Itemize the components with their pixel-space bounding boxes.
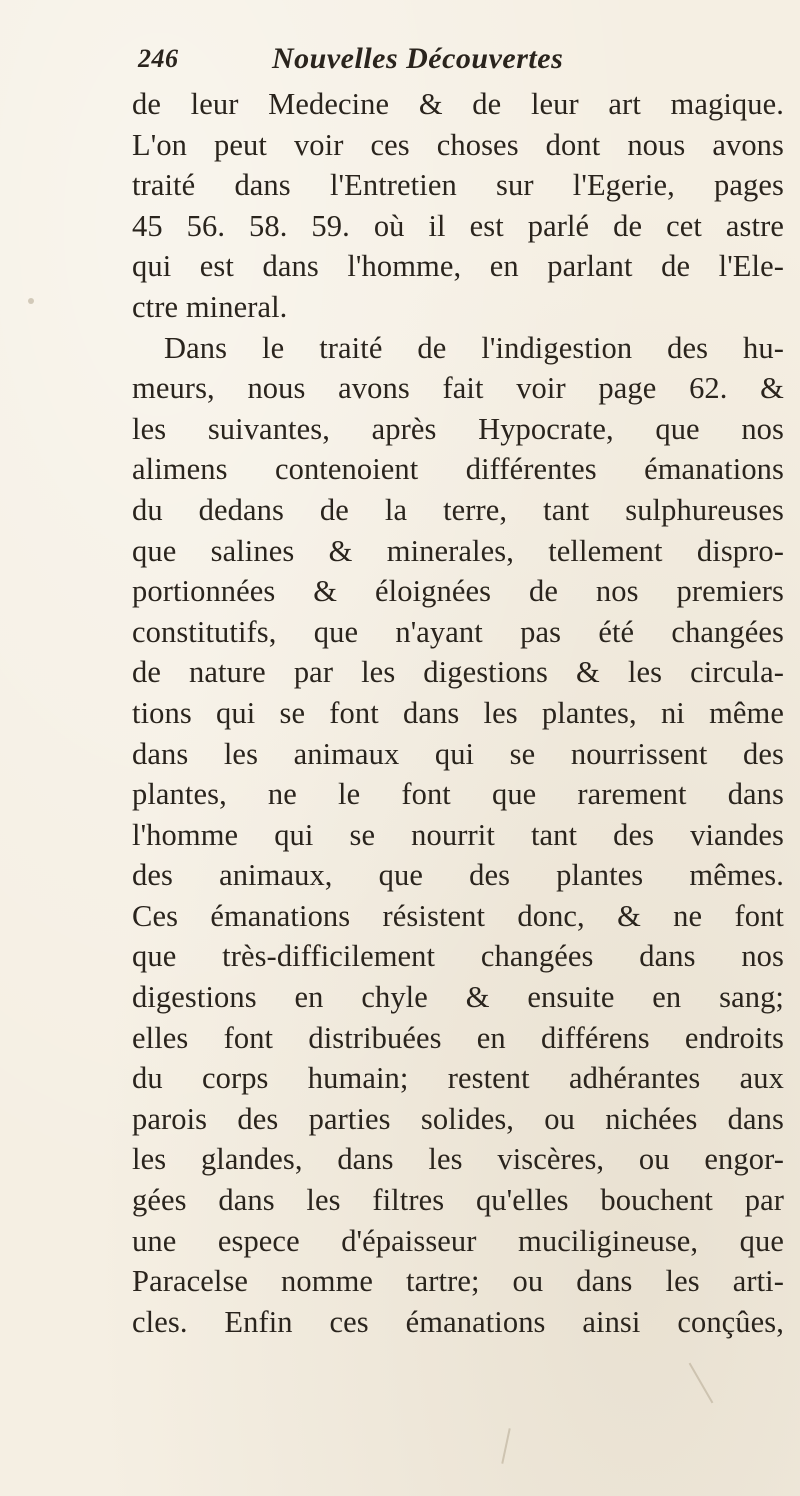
text-line: cles. Enfin ces émanations ainsi conçûes,	[132, 1304, 784, 1339]
text-line: de nature par les digestions & les circula-	[132, 655, 784, 690]
text-line: de leur Medecine & de leur art magique.	[132, 87, 784, 121]
text-line: l'homme qui se nourrit tant des viandes	[132, 817, 784, 852]
text-line: elles font distribuées en différens endroits	[132, 1020, 784, 1055]
text-line: traité dans l'Entretien sur l'Egerie, pages	[132, 168, 784, 203]
text-line: les suivantes, après Hypocrate, que nos	[132, 411, 784, 446]
text-line: du corps humain; restent adhérantes aux	[132, 1061, 784, 1096]
text-line: que salines & minerales, tellement dispro-	[132, 533, 784, 568]
paper-specks	[28, 298, 34, 304]
text-line: que très-difficilement changées dans nos	[132, 939, 784, 974]
text-line: ctre mineral.	[132, 289, 288, 324]
text-line: portionnées & éloignées de nos premiers	[132, 574, 784, 609]
running-head	[132, 40, 754, 76]
text-line: meurs, nous avons fait voir page 62. &	[132, 371, 784, 406]
text-line: 45 56. 58. 59. où il est parlé de cet astre	[132, 208, 784, 243]
text-line: plantes, ne le font que rarement dans	[132, 777, 784, 812]
text-line: les glandes, dans les viscères, ou engor-	[132, 1142, 784, 1177]
paper-crease	[689, 1363, 714, 1404]
text-line: Dans le traité de l'indigestion des hu-	[164, 330, 784, 365]
text-line: parois des parties solides, ou nichées dans	[132, 1101, 784, 1136]
text-line: des animaux, que des plantes mêmes.	[132, 858, 784, 893]
text-line: Ces émanations résistent donc, & ne font	[132, 898, 784, 933]
text-line: L'on peut voir ces choses dont nous avons	[132, 127, 784, 162]
text-line: dans les animaux qui se nourrissent des	[132, 736, 784, 771]
text-line: gées dans les filtres qu'elles bouchent par	[132, 1183, 784, 1218]
text-line: du dedans de la terre, tant sulphureuses	[132, 492, 784, 527]
text-line: alimens contenoient différentes émanations	[132, 452, 784, 487]
page-number: 246	[138, 44, 179, 73]
text-line: qui est dans l'homme, en parlant de l'Ele-	[132, 249, 784, 284]
text-line: constitutifs, que n'ayant pas été changées	[132, 614, 784, 649]
text-line: tions qui se font dans les plantes, ni même	[132, 695, 784, 730]
text-line: une espece d'épaisseur muciligineuse, que	[132, 1223, 784, 1258]
text-line: Paracelse nomme tartre; ou dans les arti-	[132, 1264, 784, 1299]
running-title: Nouvelles Découvertes	[272, 42, 564, 75]
body-text	[132, 84, 784, 1342]
paper-crease	[501, 1428, 510, 1464]
text-line: digestions en chyle & ensuite en sang;	[132, 980, 784, 1015]
